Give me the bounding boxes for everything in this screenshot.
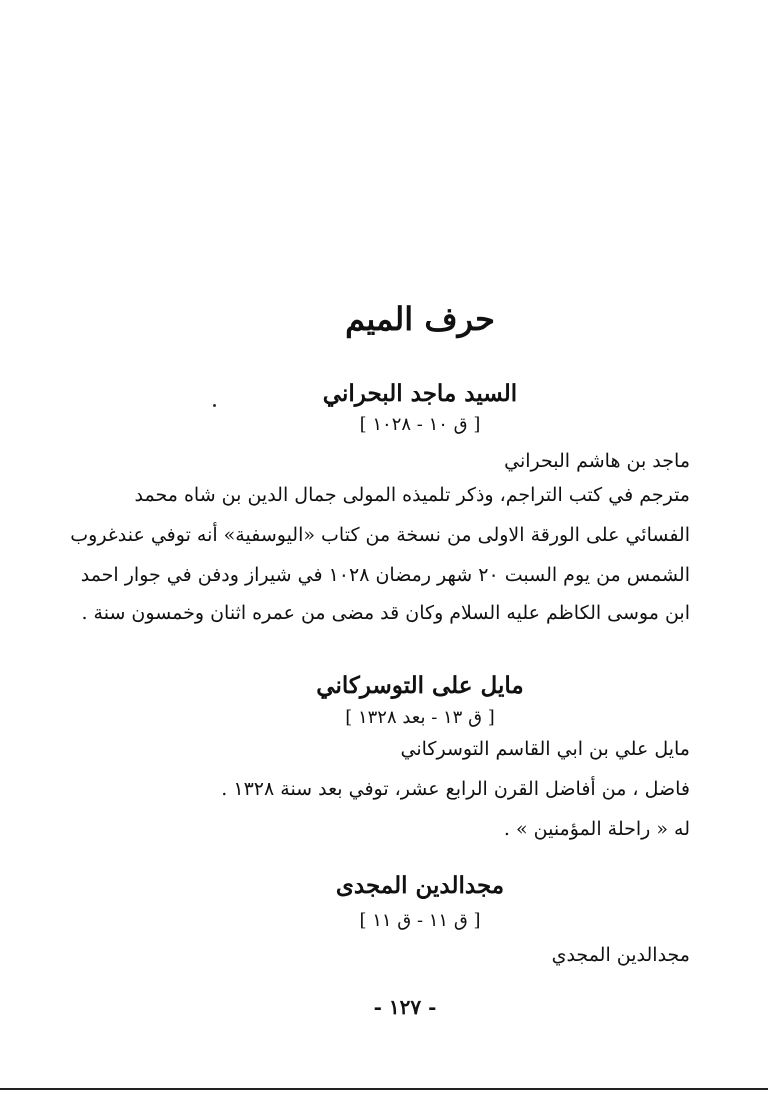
entry-body-line: ابن موسى الكاظم عليه السلام وكان قد مضى من عمره اثنان وخمسون سنة .: [81, 602, 690, 624]
entry-body-line: له « راحلة المؤمنين » .: [503, 818, 690, 840]
chapter-title: حرف الميم: [345, 300, 495, 338]
entry-body-line: مترجم في كتب التراجم، وذكر تلميذه المولى جمال الدين بن شاه محمد: [134, 484, 690, 506]
entry-dates: [ ق ١١ - ق ١١ ]: [359, 910, 481, 931]
entry-title: السيد ماجد البحراني: [322, 380, 518, 407]
print-speck: [213, 404, 216, 407]
entry-full-name: ماجد بن هاشم البحراني: [504, 450, 690, 472]
entry-dates: [ ق ١٠ - ١٠٢٨ ]: [359, 414, 481, 435]
scan-edge-line: [0, 1088, 768, 1090]
entry-body-line: فاضل ، من أفاضل القرن الرابع عشر، توفي بعد سنة ١٣٢٨ .: [221, 778, 690, 800]
entry-dates: [ ق ١٣ - بعد ١٣٢٨ ]: [345, 707, 495, 728]
entry-body-line: الشمس من يوم السبت ٢٠ شهر رمضان ١٠٢٨ في شيراز ودفن في جوار احمد: [80, 564, 690, 586]
entry-full-name: مجدالدين المجدي: [551, 944, 690, 966]
page-number: - ١٢٧ -: [373, 995, 437, 1019]
entry-title: مجدالدين المجدى: [335, 872, 505, 899]
entry-title: مايل على التوسركاني: [316, 672, 524, 699]
entry-full-name: مايل علي بن ابي القاسم التوسركاني: [400, 738, 690, 760]
entry-body-line: الفسائي على الورقة الاولى من نسخة من كتاب «اليوسفية» أنه توفي عندغروب: [70, 524, 690, 546]
